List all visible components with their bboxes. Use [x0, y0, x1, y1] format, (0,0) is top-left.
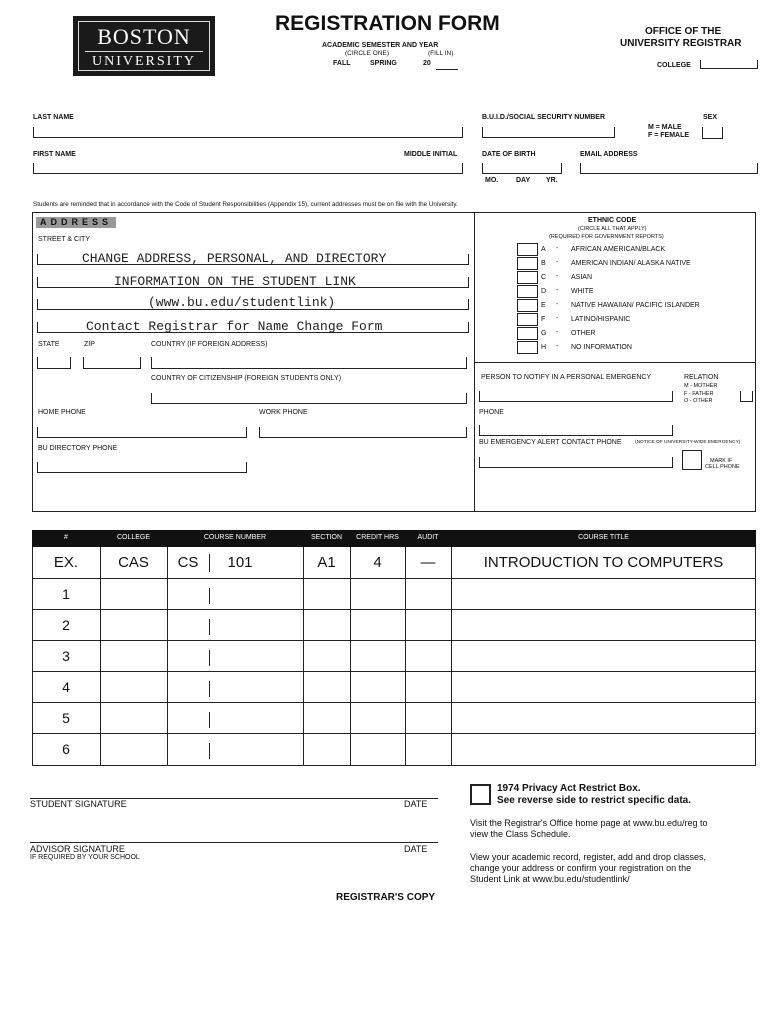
ethnic-code-title: ETHNIC CODE	[588, 217, 637, 224]
middle-initial-label: MIDDLE INITIAL	[404, 151, 458, 158]
college-field[interactable]	[700, 60, 758, 69]
bu-directory-phone-field[interactable]	[37, 462, 247, 473]
advisor-if-required: IF REQUIRED BY YOUR SCHOOL	[30, 854, 140, 861]
ethnic-checkbox-d[interactable]	[517, 285, 538, 298]
dob-month-label: MO.	[485, 177, 499, 184]
semester-label: ACADEMIC SEMESTER AND YEAR	[322, 42, 439, 49]
home-phone-field[interactable]	[37, 427, 247, 438]
ethnic-dash: -	[556, 287, 559, 294]
ethnic-code-sub1: (CIRCLE ALL THAT APPLY)	[578, 226, 647, 232]
dob-label: DATE OF BIRTH	[482, 151, 536, 158]
address-notice: Students are reminded that in accordance with the Code of Student Responsibilities (Appendix 15), current addresses must be on file with the University.	[33, 201, 458, 208]
ethnic-checkbox-a[interactable]	[517, 243, 538, 256]
emergency-phone-label: PHONE	[479, 409, 504, 416]
student-signature-label: STUDENT SIGNATURE	[30, 799, 127, 809]
work-phone-label: WORK PHONE	[259, 409, 308, 416]
privacy-subtitle: See reverse side to restrict specific data.	[497, 795, 691, 806]
course-entry-row[interactable]	[100, 733, 756, 764]
fill-in-note: (FILL IN)	[428, 50, 454, 57]
dob-year-label: YR.	[546, 177, 558, 184]
relation-other: O - OTHER	[684, 398, 713, 404]
relation-field[interactable]	[740, 391, 753, 402]
col-header-course-number: COURSE NUMBER	[203, 534, 267, 541]
course-entry-row[interactable]	[100, 640, 756, 671]
emergency-phone-field[interactable]	[479, 425, 673, 436]
ethnic-checkbox-c[interactable]	[517, 271, 538, 284]
citizenship-field[interactable]	[151, 393, 467, 404]
sex-field[interactable]	[702, 127, 723, 139]
ethnic-dash: -	[556, 301, 559, 308]
ethnic-code-sub2: (REQUIRED FOR GOVERNMENT REPORTS)	[549, 234, 664, 240]
ethnic-dash: -	[556, 329, 559, 336]
advisor-signature-line[interactable]	[30, 842, 438, 843]
sex-label: SEX	[703, 114, 718, 121]
ethnic-code-letter: G	[541, 330, 547, 337]
emergency-alert-field[interactable]	[479, 457, 673, 468]
relation-label: RELATION	[684, 374, 719, 381]
course-entry-row[interactable]	[100, 702, 756, 733]
fall-option[interactable]: FALL	[333, 60, 351, 67]
visit-text-1: Visit the Registrar's Office home page at www.bu.edu/reg to	[470, 818, 708, 828]
advisor-date-label: DATE	[404, 844, 428, 854]
country-field[interactable]	[151, 357, 467, 369]
col-header-section: SECTION	[310, 534, 343, 541]
email-label: EMAIL ADDRESS	[580, 151, 638, 158]
ethnic-option-label: OTHER	[571, 330, 596, 337]
ethnic-checkbox-f[interactable]	[517, 313, 538, 326]
zip-field[interactable]	[83, 357, 141, 369]
ethnic-dash: -	[556, 315, 559, 322]
boston-university-logo	[73, 16, 215, 76]
emergency-person-field[interactable]	[479, 391, 673, 402]
year-field[interactable]	[436, 69, 458, 70]
course-row-number: 1	[62, 586, 70, 602]
logo-text-boston: BOSTON	[97, 24, 191, 49]
address-line-2: INFORMATION ON THE STUDENT LINK	[114, 274, 356, 289]
privacy-restrict-checkbox[interactable]	[470, 784, 491, 805]
example-dept: CS	[177, 554, 199, 571]
course-entry-row[interactable]	[100, 609, 756, 640]
ethnic-option-label: NATIVE HAWAIIAN/ PACIFIC ISLANDER	[571, 302, 700, 309]
course-row-number: 4	[62, 679, 70, 695]
buid-field[interactable]	[482, 127, 615, 138]
course-row-number: 2	[62, 617, 70, 633]
registrars-copy-label: REGISTRAR'S COPY	[336, 892, 436, 903]
first-name-label: FIRST NAME	[33, 151, 76, 158]
view-text-2: change your address or confirm your registration on the	[470, 863, 692, 873]
ethnic-code-letter: C	[541, 274, 547, 281]
ethnic-checkbox-e[interactable]	[517, 299, 538, 312]
example-title: INTRODUCTION TO COMPUTERS	[483, 554, 724, 571]
col-header-credit-hrs: CREDIT HRS	[356, 534, 399, 541]
ethnic-checkbox-h[interactable]	[517, 341, 538, 354]
col-header-college: COLLEGE	[116, 534, 151, 541]
ethnic-option-label: ASIAN	[571, 274, 593, 281]
address-line-1: CHANGE ADDRESS, PERSONAL, AND DIRECTORY	[82, 251, 387, 266]
ethnic-dash: -	[556, 259, 559, 266]
example-number: 101	[227, 554, 253, 571]
ethnic-code-letter: B	[541, 260, 546, 267]
example-credits: 4	[373, 554, 382, 571]
work-phone-field[interactable]	[259, 427, 467, 438]
student-date-label: DATE	[404, 799, 428, 809]
citizenship-label: COUNTRY OF CITIZENSHIP (FOREIGN STUDENTS ONLY)	[151, 375, 342, 382]
col-header-num: #	[64, 534, 68, 541]
cell-phone-checkbox[interactable]	[682, 450, 702, 470]
office-line2: UNIVERSITY REGISTRAR	[620, 38, 742, 49]
ethnic-code-letter: H	[541, 344, 547, 351]
buid-label: B.U.I.D./SOCIAL SECURITY NUMBER	[482, 114, 606, 121]
course-entry-row[interactable]	[100, 578, 756, 609]
example-row-num: EX.	[53, 554, 79, 571]
ethnic-code-letter: A	[541, 246, 546, 253]
zip-label: ZIP	[84, 341, 95, 348]
ethnic-code-letter: F	[541, 316, 546, 323]
email-field[interactable]	[580, 163, 758, 174]
course-row-number: 6	[62, 741, 70, 757]
ethnic-option-label: AFRICAN AMERICAN/BLACK	[571, 246, 666, 253]
home-phone-label: HOME PHONE	[38, 409, 86, 416]
ethnic-checkbox-g[interactable]	[517, 327, 538, 340]
address-line-4: Contact Registrar for Name Change Form	[86, 319, 383, 334]
relation-father: F - FATHER	[684, 391, 714, 397]
ethnic-dash: -	[556, 343, 559, 350]
ethnic-code-letter: E	[541, 302, 546, 309]
college-label: COLLEGE	[657, 62, 691, 69]
male-note: M = MALE	[648, 124, 682, 131]
year-prefix: 20	[423, 60, 431, 67]
cell-phone-label: CELL PHONE	[705, 464, 740, 470]
privacy-title: 1974 Privacy Act Restrict Box.	[497, 783, 641, 794]
emergency-person-label: PERSON TO NOTIFY IN A PERSONAL EMERGENCY	[481, 374, 652, 381]
bu-directory-phone-label: BU DIRECTORY PHONE	[38, 445, 118, 452]
female-note: F = FEMALE	[648, 132, 690, 139]
ethnic-option-label: AMERICAN INDIAN/ ALASKA NATIVE	[571, 260, 691, 267]
dob-field[interactable]	[482, 163, 562, 174]
visit-text-2: view the Class Schedule.	[470, 829, 571, 839]
ethnic-dash: -	[556, 273, 559, 280]
street-city-label: STREET & CITY	[38, 236, 90, 243]
view-text-1: View your academic record, register, add and drop classes,	[470, 852, 706, 862]
example-audit: —	[420, 554, 436, 571]
logo-text-university: UNIVERSITY	[92, 54, 196, 69]
relation-mother: M - MOTHER	[684, 383, 718, 389]
example-section: A1	[317, 554, 336, 571]
ethnic-option-label: WHITE	[571, 288, 594, 295]
office-line1: OFFICE OF THE	[645, 26, 722, 37]
view-text-3: Student Link at www.bu.edu/studentlink/	[470, 874, 630, 884]
ethnic-code-letter: D	[541, 288, 547, 295]
state-field[interactable]	[37, 357, 71, 369]
advisor-signature-label: ADVISOR SIGNATURE	[30, 844, 125, 854]
state-label: STATE	[38, 341, 60, 348]
ethnic-option-label: NO INFORMATION	[571, 344, 632, 351]
last-name-label: LAST NAME	[33, 114, 74, 121]
first-name-field[interactable]	[33, 163, 463, 174]
form-title: REGISTRATION FORM	[275, 12, 500, 35]
ethnic-option-label: LATINO/HISPANIC	[571, 316, 631, 323]
ethnic-dash: -	[556, 245, 559, 252]
dob-day-label: DAY	[516, 177, 531, 184]
col-header-course-title: COURSE TITLE	[578, 534, 629, 541]
mark-if-label: MARK IF	[710, 458, 733, 464]
course-row-number: 3	[62, 648, 70, 664]
country-label: COUNTRY (IF FOREIGN ADDRESS)	[151, 341, 268, 348]
circle-one-note: (CIRCLE ONE)	[345, 50, 390, 57]
address-title: ADDRESS	[36, 217, 116, 228]
course-entry-row[interactable]	[100, 671, 756, 702]
spring-option[interactable]: SPRING	[370, 60, 397, 67]
course-row-number: 5	[62, 710, 70, 726]
last-name-field[interactable]	[33, 127, 463, 138]
emergency-alert-label: BU EMERGENCY ALERT CONTACT PHONE	[479, 439, 622, 446]
col-header-audit: AUDIT	[417, 534, 439, 541]
ethnic-checkbox-b[interactable]	[517, 257, 538, 270]
emergency-alert-note: (NOTICE OF UNIVERSITY-WIDE EMERGENCY)	[635, 440, 741, 445]
example-college: CAS	[118, 554, 149, 571]
address-line-3: (www.bu.edu/studentlink)	[148, 295, 336, 310]
